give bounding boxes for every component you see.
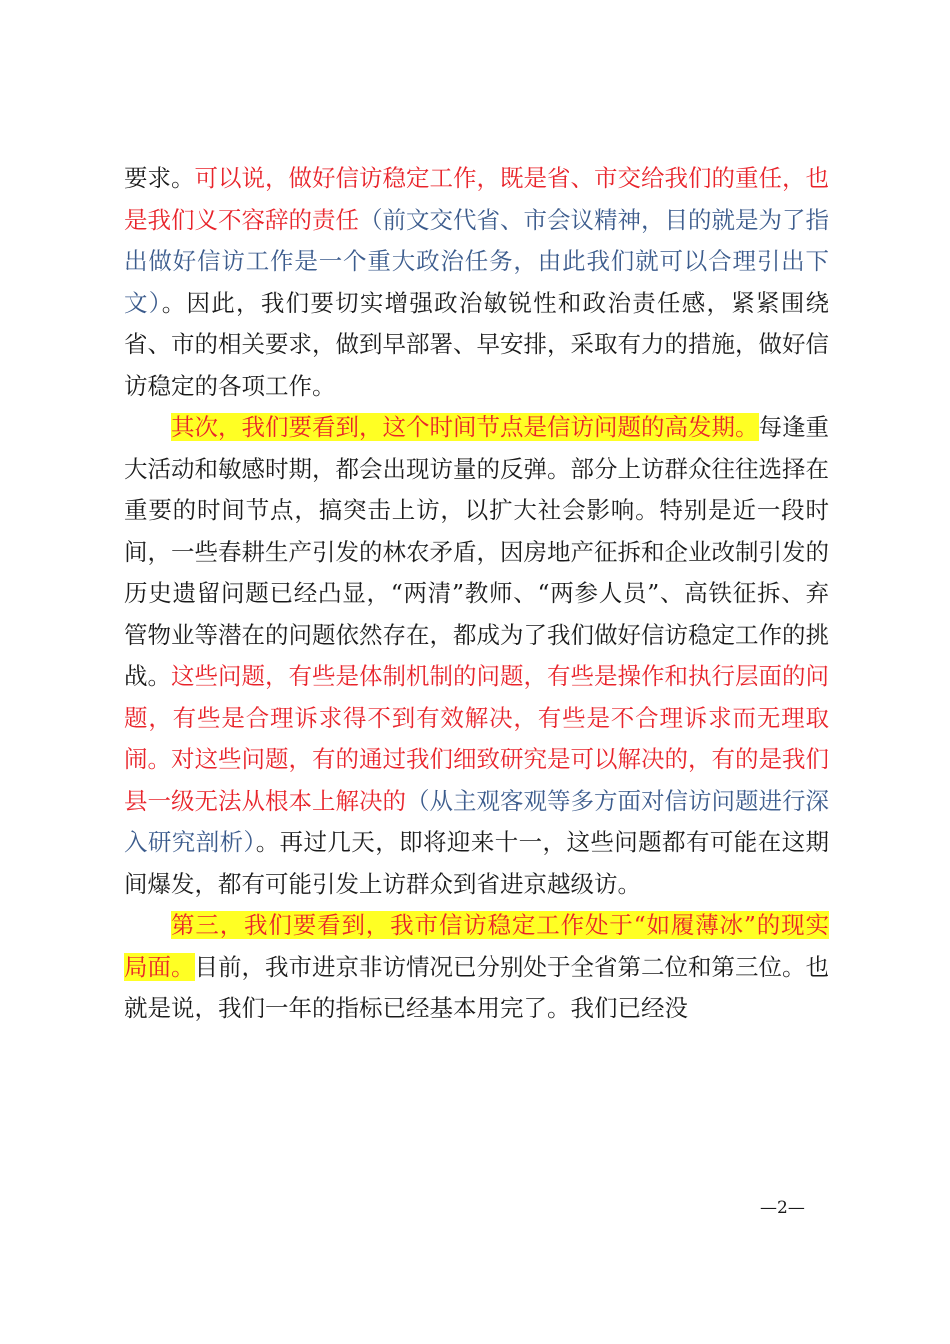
paragraph-3 [124,905,829,1030]
paragraph-3-text: 目前，我市进京非访情况已分别处于全省第二位和第三位。也就是说，我们一年的指标已经基本用完了。我们已经没 [124,952,829,1022]
paragraph-1-annotation: （前文交代省、市会议精神，目的就是为了指出做好信访工作是一个重大政治任务，由此我们就可以合理引出下文） [124,205,829,317]
paragraph-2-text-continued: 。再过几天，即将迎来十一，这些问题都有可能在这期间爆发，都有可能引发上访群众到省进京越级访。 [124,828,830,898]
paragraph-3-heading: 第三，我们要看到，我市信访稳定工作处于“如履薄冰”的现实局面。 [124,911,829,981]
paragraph-1-red-text: 可以说，做好信访稳定工作，既是省、市交给我们的重任，也是我们义不容辞的责任 [124,164,829,234]
paragraph-2-text: 每逢重大活动和敏感时期，都会出现访量的反弹。部分上访群众往往选择在重要的时间节点，搞突击上访，以扩大社会影响。特别是近一段时间，一些春耕生产引发的林农矛盾，因房地产征拆和企业改制引发的历史遗留问题已经凸显，“两清”教师、“两参人员”、高铁征拆、弃管物业等潜在的问题依然存在，都成为了我们做好信访稳定工作的挑战。 [124,413,829,690]
paragraph-2 [124,407,829,905]
paragraph-1-text: 要求。 [124,164,195,192]
paragraph-2-heading: 其次，我们要看到，这个时间节点是信访问题的高发期。 [171,413,759,441]
page-number: —2— [760,1198,805,1218]
paragraph-2-red-text: 这些问题，有些是体制机制的问题，有些是操作和执行层面的问题，有些是合理诉求得不到有效解决，有些是不合理诉求而无理取闹。对这些问题，有的通过我们细致研究是可以解决的，有的是我们县一级无法从根本上解决的 [124,662,829,815]
paragraph-1 [124,158,829,407]
document-body [124,158,829,1030]
paragraph-1-text-continued: 。因此，我们要切实增强政治敏锐性和政治责任感，紧紧围绕省、市的相关要求，做到早部署、早安排，采取有力的措施，做好信访稳定的各项工作。 [124,288,830,400]
paragraph-2-annotation: （从主观客观等多方面对信访问题进行深入研究剖析） [124,786,829,856]
